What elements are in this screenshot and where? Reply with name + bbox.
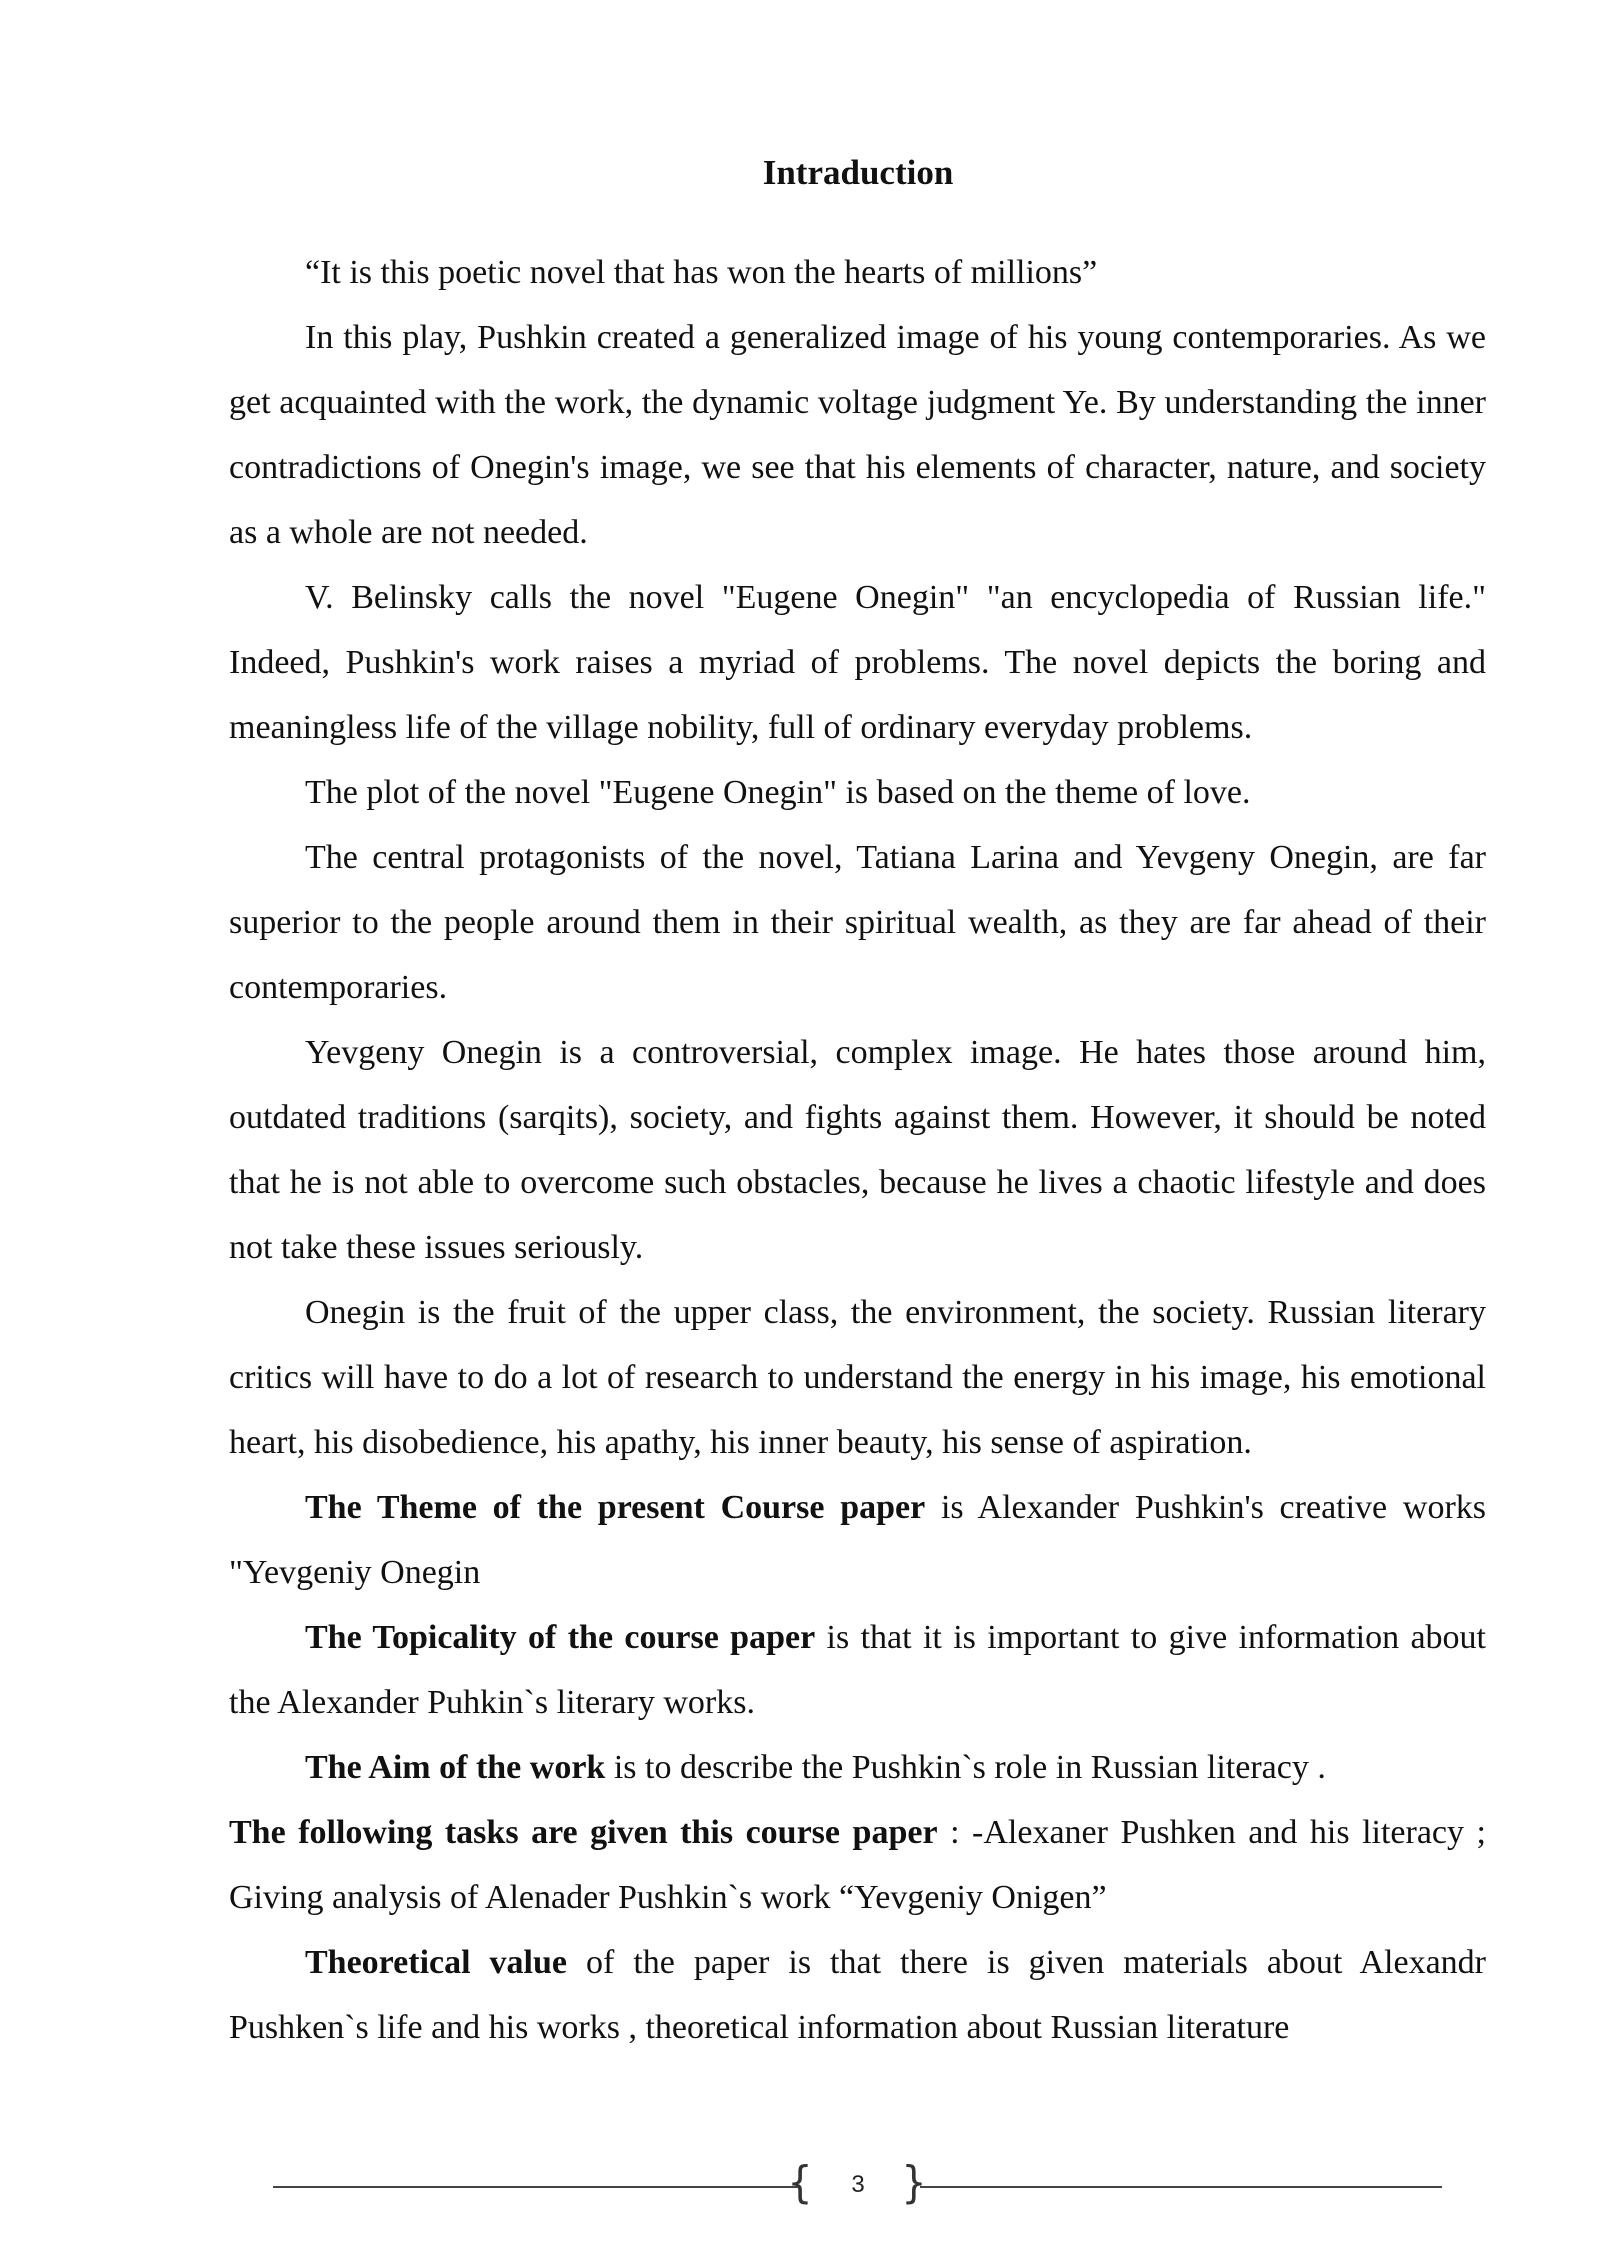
paragraph-tasks: [229, 1800, 1486, 1930]
paragraph: Onegin is the fruit of the upper class, the environment, the society. Russian literary critics will have to do a lot of research to understand the energy in his image, his emotional heart, his disobedience, his apathy, his inner beauty, his sense of aspiration.: [229, 1294, 1486, 1461]
tasks-label: The following tasks are given this course paper: [229, 1814, 938, 1851]
topicality-label: The Topicality of the course paper: [305, 1619, 816, 1656]
document-body: [229, 240, 1486, 2060]
theoretical-text: of the paper is that there is given materials about Alexandr Pushken`s life and his works , theoretical information about Russian literature: [229, 1944, 1486, 2046]
paragraph-aim: [229, 1735, 1486, 1800]
paragraph: In this play, Pushkin created a generalized image of his young contemporaries. As we get acquainted with the work, the dynamic voltage judgment Ye. By understanding the inner contradictions of Onegin's image, we see that his elements of character, nature, and society as a whole are not needed.: [229, 319, 1486, 551]
theme-label: The Theme of the present Course paper: [305, 1489, 926, 1526]
paragraph: Yevgeny Onegin is a controversial, complex image. He hates those around him, outdated traditions (sarqits), society, and fights against them. However, it should be noted that he is not able to overcome such obstacles, because he lives a chaotic lifestyle and does not take these issues seriously.: [229, 1034, 1486, 1266]
paragraph-epigraph: “It is this poetic novel that has won the hearts of millions”: [305, 254, 1098, 291]
page-title: Intraduction: [762, 153, 954, 192]
paragraph-theme: [229, 1475, 1486, 1605]
footer-rule-right: [920, 2186, 1442, 2188]
paragraph: The central protagonists of the novel, Tatiana Larina and Yevgeny Onegin, are far superior to the people around them in their spiritual wealth, as they are far ahead of their contemporaries.: [229, 839, 1486, 1006]
paragraph: The plot of the novel "Eugene Onegin" is based on the theme of love.: [305, 774, 1251, 811]
left-brace-icon: {: [787, 2157, 813, 2208]
aim-label: The Aim of the work: [305, 1749, 606, 1786]
tasks-text: : -Alexaner Pushken and his literacy ; Giving analysis of Alenader Pushkin`s work “Yevgeniy Onigen”: [229, 1814, 1486, 1916]
theme-text: is Alexander Pushkin's creative works "Yevgeniy Onegin: [229, 1489, 1486, 1591]
paragraph-theoretical: [229, 1930, 1486, 2060]
paragraph-topicality: [229, 1605, 1486, 1735]
page-footer: [0, 2155, 1600, 2215]
page-number: 3: [851, 2171, 865, 2198]
topicality-text: is that it is important to give information about the Alexander Puhkin`s literary works.: [229, 1619, 1486, 1721]
aim-text: is to describe the Pushkin`s role in Russian literacy .: [605, 1749, 1326, 1786]
right-brace-icon: }: [901, 2157, 927, 2208]
paragraph: V. Belinsky calls the novel "Eugene Onegin" "an encyclopedia of Russian life." Indeed, Pushkin's work raises a myriad of problems. The novel depicts the boring and meaningless life of the village nobility, full of ordinary everyday problems.: [229, 579, 1486, 746]
footer-rule-left: [273, 2186, 798, 2188]
theoretical-label: Theoretical value: [305, 1944, 567, 1981]
